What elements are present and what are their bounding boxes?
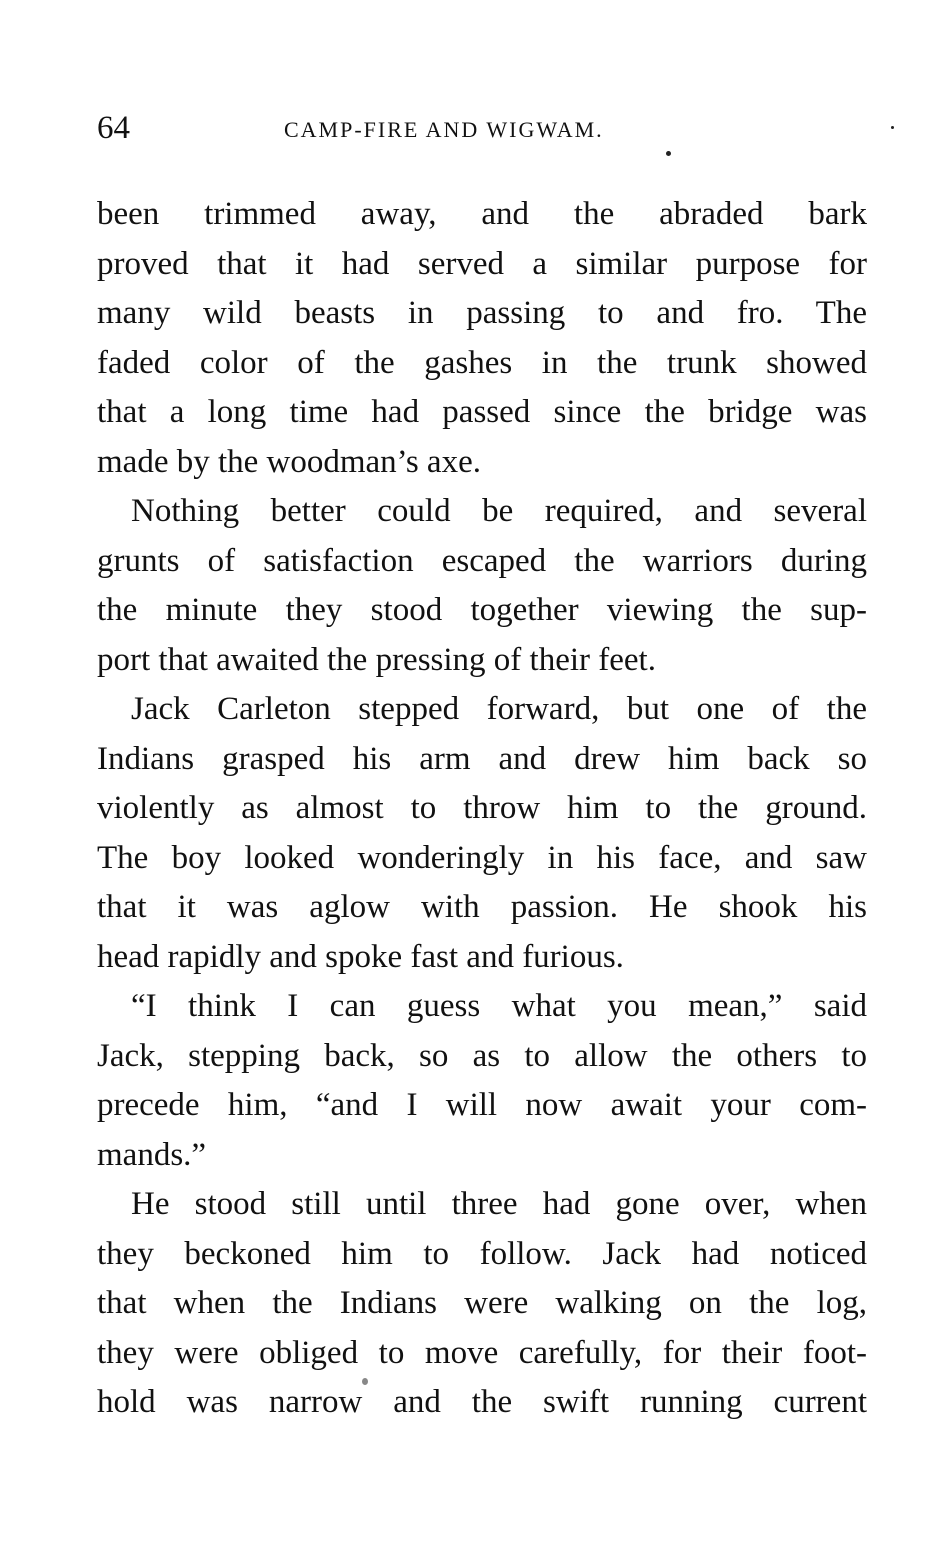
text-line: port that awaited the pressing of their feet.: [97, 641, 656, 678]
paragraph: [97, 982, 867, 1180]
text-line: head rapidly and spoke fast and furious.: [97, 938, 624, 975]
text-line: many wild beasts in passing to and fro. The: [97, 295, 867, 331]
text-line: precede him, “and I will now await your com-: [97, 1087, 867, 1123]
running-title: CAMP-FIRE AND WIGWAM.: [284, 117, 604, 142]
text-line: hold was narrow and the swift running current: [97, 1384, 867, 1420]
text-line: Jack, stepping back, so as to allow the others to: [97, 1037, 867, 1074]
text-line: that a long time had passed since the bridge was: [97, 394, 867, 430]
paragraph: [97, 487, 867, 685]
text-line: Indians grasped his arm and drew him back so: [97, 740, 867, 777]
running-head: [97, 108, 867, 148]
text-line: they were obliged to move carefully, for their foot-: [97, 1334, 867, 1371]
text-line: that it was aglow with passion. He shook his: [97, 889, 867, 925]
text-line: the minute they stood together viewing the sup-: [97, 592, 867, 628]
text-line: violently as almost to throw him to the ground.: [97, 790, 867, 826]
text-line: Jack Carleton stepped forward, but one of the: [131, 691, 867, 727]
text-line: made by the woodman’s axe.: [97, 443, 481, 480]
text-line: Nothing better could be required, and several: [131, 493, 867, 529]
paragraph: [97, 190, 867, 487]
text-line: that when the Indians were walking on the log,: [97, 1285, 867, 1321]
paragraph: [97, 685, 867, 982]
text-line: they beckoned him to follow. Jack had noticed: [97, 1235, 867, 1272]
paragraph: [97, 1180, 867, 1428]
page-number: 64: [97, 110, 130, 146]
text-line: He stood still until three had gone over, when: [131, 1186, 867, 1222]
print-speck: [891, 126, 894, 129]
text-line: The boy looked wonderingly in his face, and saw: [97, 839, 867, 876]
text-line: proved that it had served a similar purpose for: [97, 245, 867, 282]
body-text: [97, 190, 867, 1428]
print-speck: [666, 151, 671, 156]
text-line: “I think I can guess what you mean,” said: [131, 988, 867, 1024]
text-line: grunts of satisfaction escaped the warriors during: [97, 542, 867, 579]
text-line: mands.”: [97, 1136, 207, 1173]
text-line: been trimmed away, and the abraded bark: [97, 196, 867, 232]
text-line: faded color of the gashes in the trunk showed: [97, 344, 867, 381]
